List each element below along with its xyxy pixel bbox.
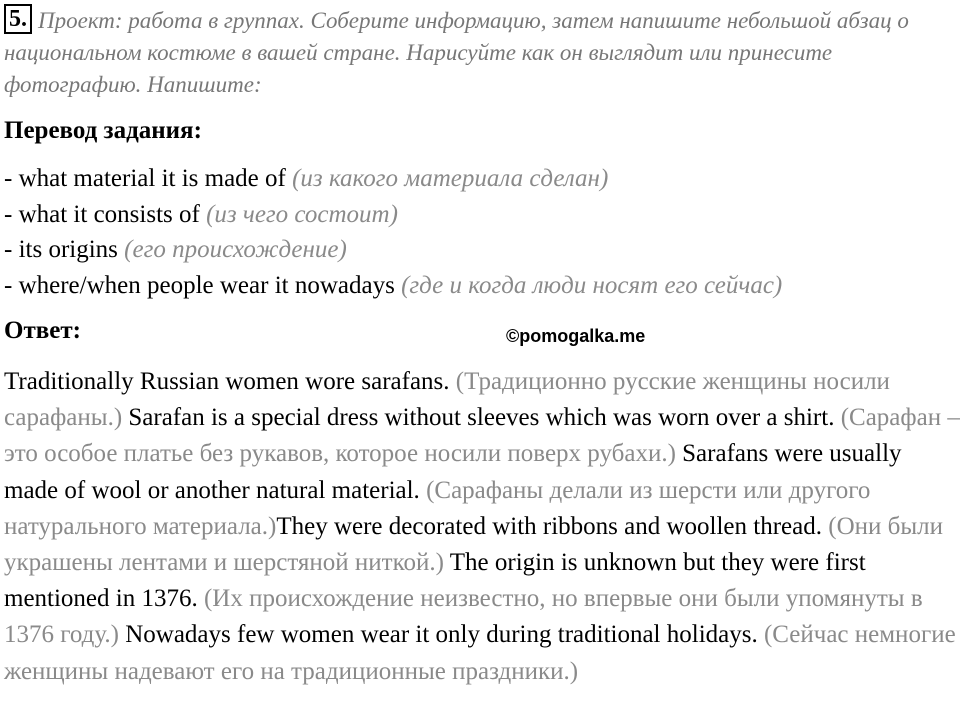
item-english: - its origins	[4, 236, 118, 263]
item-russian: (из какого материала сделан)	[292, 165, 609, 192]
task-number: 5.	[4, 4, 32, 34]
task-text: Проект: работа в группах. Соберите информацию, затем напишите небольшой абзац о национальном костюме в вашей стране. Нарисуйте как он выглядит или принесите фотографию. Напишите:	[4, 8, 909, 97]
answer-russian: (Их происхождение неизвестно, но впервые они были упомянуты в 1376 году.)	[4, 585, 923, 649]
translation-list	[4, 161, 954, 303]
item-english: - what it consists of	[4, 200, 200, 228]
answer-english: The origin is unknown but they were first mentioned in 1376.	[4, 549, 866, 613]
answer-russian: (Они были украшены лентами и шерстяной ниткой.)	[4, 512, 944, 577]
answer-english: Nowadays few women wear it only during traditional holidays.	[125, 621, 758, 649]
list-item	[4, 161, 954, 197]
answer-english: Sarafans were usually made of wool or another natural material.	[4, 440, 902, 504]
translation-heading: Перевод задания:	[4, 117, 202, 144]
task-statement	[4, 4, 954, 101]
answer-russian: (Сарафаны делали из шерсти или другого натурального материала.)	[4, 476, 871, 540]
watermark: ©pomogalka.me	[506, 326, 646, 346]
answer-english: They were decorated with ribbons and woollen thread.	[276, 512, 822, 540]
list-item	[4, 232, 954, 268]
answer-english: Sarafan is a special dress without sleeves which was worn over a shirt.	[128, 404, 835, 432]
answer-heading: Ответ:	[4, 317, 81, 344]
answer-russian: (Сейчас немногие женщины надевают его на традиционные праздники.)	[4, 621, 956, 685]
item-russian: (его происхождение)	[124, 236, 347, 263]
answer-russian: (Сарафан – это особое платье без рукавов, которое носили поверх рубахи.)	[4, 404, 960, 468]
answer-english: Traditionally Russian women wore sarafans.	[4, 368, 450, 395]
item-russian: (где и когда люди носят его сейчас)	[401, 271, 783, 299]
answer-paragraph	[4, 364, 960, 690]
list-item	[4, 197, 954, 233]
list-item	[4, 268, 954, 304]
item-english: - where/when people wear it nowadays	[4, 271, 395, 299]
item-english: - what material it is made of	[4, 165, 286, 192]
answer-russian: (Традиционно русские женщины носили сарафаны.)	[4, 368, 890, 432]
item-russian: (из чего состоит)	[206, 200, 398, 228]
